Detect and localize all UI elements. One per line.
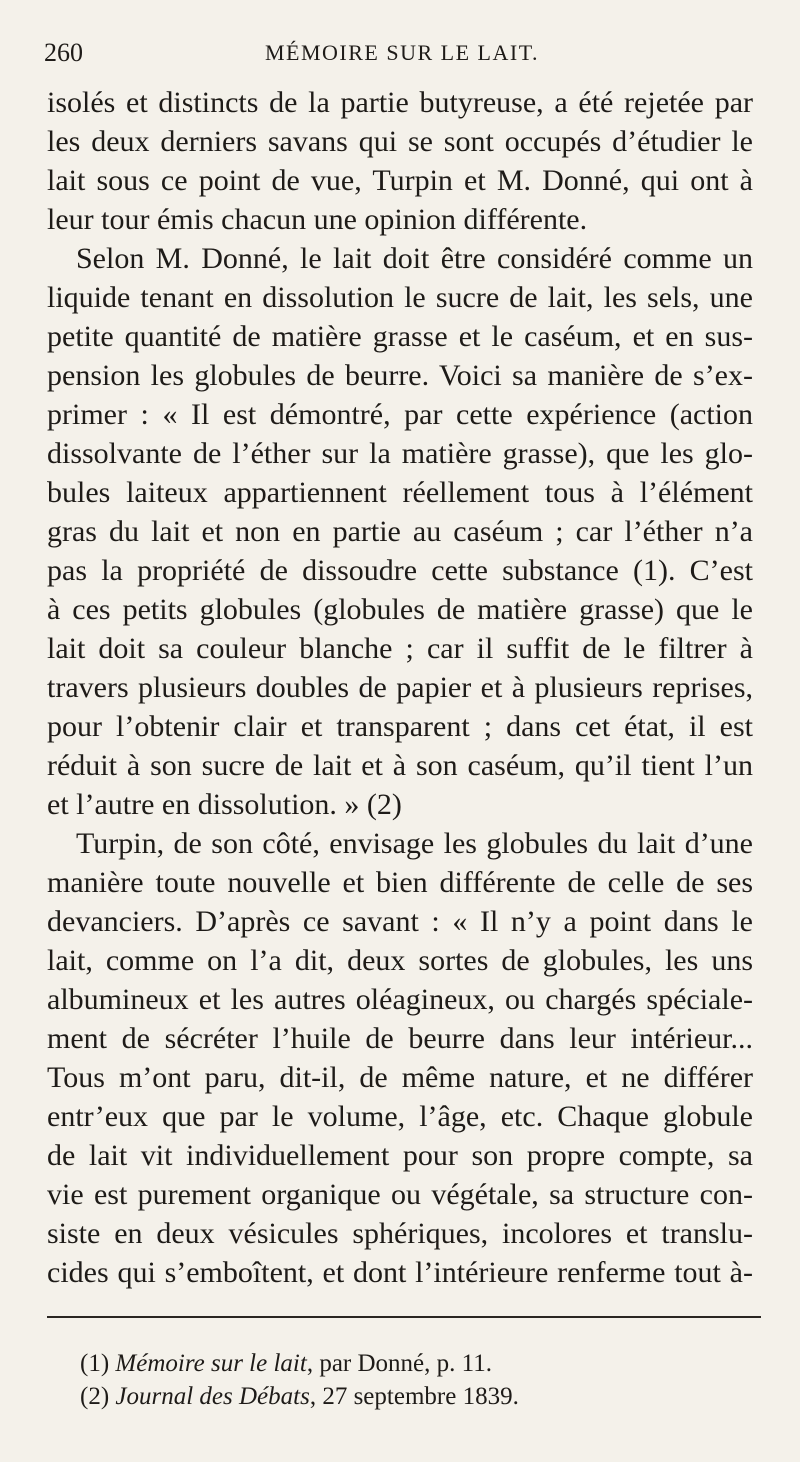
footnote	[80, 1381, 519, 1413]
text-line: Selon M. Donné, le lait doit être considéré comme un	[76, 242, 753, 275]
text-line: gras du lait et non en partie au caséum ; car l’éther n’a	[47, 515, 753, 548]
footnote-rule	[47, 1316, 761, 1318]
text-line: ment de sécréter l’huile de beurre dans leur intérieur...	[47, 1022, 753, 1055]
text-line: les deux derniers savans qui se sont occupés d’étudier le	[47, 125, 753, 158]
running-title: MÉMOIRE SUR LE LAIT.	[264, 40, 540, 65]
text-line: pas la propriété de dissoudre cette substance (1). C’est	[47, 554, 753, 587]
text-line: devanciers. D’après ce savant : « Il n’y a point dans le	[47, 905, 753, 938]
text-line: de lait vit individuellement pour son propre compte, sa	[47, 1139, 753, 1172]
text-line: liquide tenant en dissolution le sucre de lait, les sels, une	[47, 281, 753, 314]
text-line: travers plusieurs doubles de papier et à plusieurs reprises,	[47, 671, 753, 704]
footnote-mark: (1)	[80, 1350, 110, 1377]
text-line: siste en deux vésicules sphériques, incolores et translu-	[47, 1217, 753, 1250]
text-line: et l’autre en dissolution. » (2)	[47, 788, 402, 821]
text-line: entr’eux que par le volume, l’âge, etc. Chaque globule	[47, 1100, 753, 1133]
page-header	[44, 38, 760, 78]
footnote-text: , par Donné, p. 11.	[306, 1350, 492, 1377]
page-number: 260	[44, 38, 83, 67]
text-line: petite quantité de matière grasse et le caséum, et en sus-	[47, 320, 753, 353]
text-line: leur tour émis chacun une opinion différente.	[47, 203, 588, 236]
text-line: vie est purement organique ou végétale, sa structure con-	[47, 1178, 753, 1211]
text-line: pension les globules de beurre. Voici sa manière de s’ex-	[47, 359, 753, 392]
text-line: lait, comme on l’a dit, deux sortes de globules, les uns	[47, 944, 753, 977]
text-line: lait doit sa couleur blanche ; car il suffit de le filtrer à	[47, 632, 753, 665]
text-line: albumineux et les autres oléagineux, ou chargés spéciale-	[47, 983, 753, 1016]
footnote	[80, 1348, 492, 1380]
text-line: Turpin, de son côté, envisage les globules du lait d’une	[76, 827, 753, 860]
text-line: lait sous ce point de vue, Turpin et M. Donné, qui ont à	[47, 164, 753, 197]
text-line: réduit à son sucre de lait et à son caséum, qu’il tient l’un	[47, 749, 753, 782]
text-line: cides qui s’emboîtent, et dont l’intérieure renferme tout à-	[47, 1256, 753, 1289]
text-line: Tous m’ont paru, dit-il, de même nature, et ne différer	[47, 1061, 753, 1094]
footnote-title: Mémoire sur le lait	[115, 1350, 307, 1377]
text-line: pour l’obtenir clair et transparent ; dans cet état, il est	[47, 710, 753, 743]
footnote-text: , 27 septembre 1839.	[309, 1383, 519, 1410]
text-line: primer : « Il est démontré, par cette expérience (action	[47, 398, 753, 431]
footnote-title: Journal des Débats	[115, 1383, 310, 1410]
text-line: manière toute nouvelle et bien différente de celle de ses	[47, 866, 753, 899]
text-line: isolés et distincts de la partie butyreuse, a été rejetée par	[47, 86, 753, 119]
text-line: bules laiteux appartiennent réellement tous à l’élément	[47, 476, 753, 509]
text-line: à ces petits globules (globules de matière grasse) que le	[47, 593, 753, 626]
footnote-mark: (2)	[80, 1383, 110, 1410]
text-line: dissolvante de l’éther sur la matière grasse), que les glo-	[47, 437, 753, 470]
